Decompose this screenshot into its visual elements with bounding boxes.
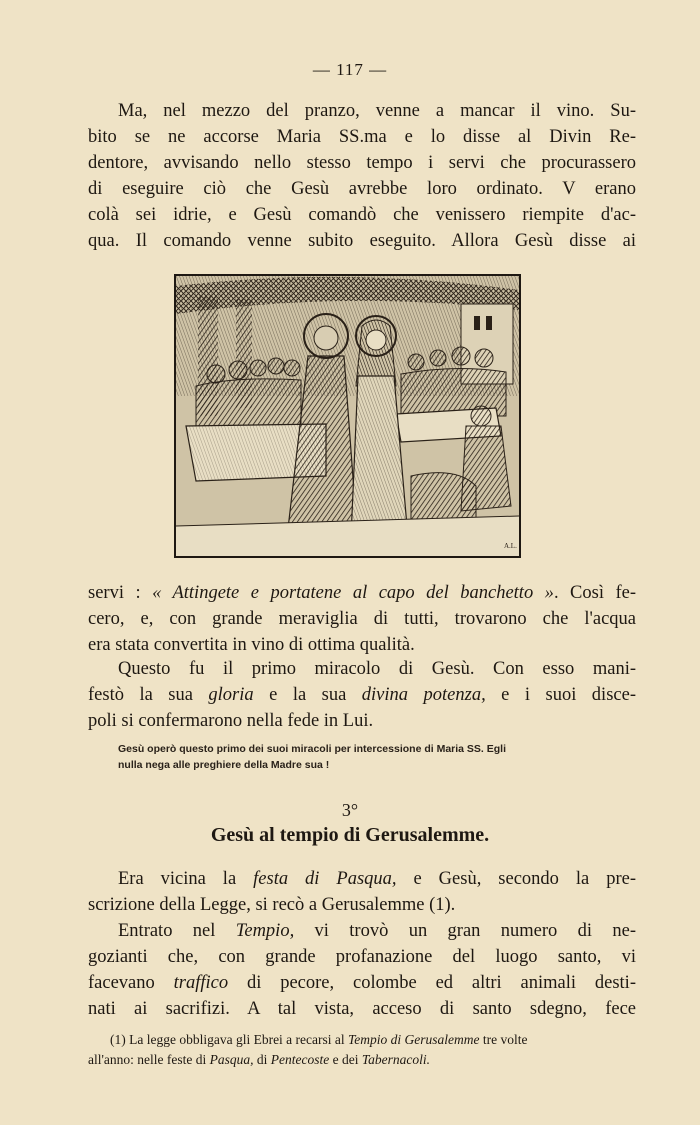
illustration-caption: Gesù operò questo primo dei suoi miracoli per intercessione di Maria SS. Egli nulla nega alle preghiere della Madre sua ! xyxy=(118,743,507,771)
paragraph-first-miracle xyxy=(88,656,636,734)
paragraph-wedding-wine xyxy=(88,98,636,254)
paragraph-passover xyxy=(88,866,636,918)
text-line: nati ai sacrifizi. A tal vista, acceso di santo sdegno, fece xyxy=(88,999,636,1019)
text-line: era stata convertita in vino di ottima qualità. xyxy=(88,635,415,655)
text-line: scrizione della Legge, si recò a Gerusalemme (1). xyxy=(88,895,456,915)
paragraph-miracle xyxy=(88,580,636,658)
text-line: colà sei idrie, e Gesù comandò che venissero riempite d'ac- xyxy=(88,205,636,225)
text-line: Era vicina la festa di Pasqua, e Gesù, secondo la pre- xyxy=(118,869,636,889)
text-line: Questo fu il primo miracolo di Gesù. Con esso mani- xyxy=(118,659,636,679)
section-number: 3° xyxy=(341,800,359,820)
text-line: cero, e, con grande meraviglia di tutti, trovarono che l'acqua xyxy=(88,609,636,629)
text-line: Ma, nel mezzo del pranzo, venne a mancar il vino. Su- xyxy=(118,101,636,121)
text-line: festò la sua gloria e la sua divina potenza, e i suoi disce- xyxy=(88,685,636,705)
page-number: — 117 — xyxy=(312,60,388,79)
paragraph-temple xyxy=(88,918,636,1022)
section-title: Gesù al tempio di Gerusalemme. xyxy=(210,824,490,846)
footnote-line: all'anno: nelle feste di Pasqua, di Pentecoste e dei Tabernacoli. xyxy=(88,1052,431,1067)
text-line: gozianti che, con grande profanazione del luogo santo, vi xyxy=(88,947,636,967)
text-line: servi : « Attingete e portatene al capo del banchetto ». Così fe- xyxy=(88,583,636,603)
text-line: dentore, avvisando nello stesso tempo i servi che procurassero xyxy=(88,153,636,173)
text-line: Entrato nel Tempio, vi trovò un gran numero di ne- xyxy=(118,921,636,941)
engraving-signature: A.L. xyxy=(504,542,517,550)
footnote xyxy=(88,1030,636,1070)
text-line: di eseguire ciò che Gesù avrebbe loro ordinato. V erano xyxy=(88,179,636,199)
text-line: poli si confermarono nella fede in Lui. xyxy=(88,711,374,731)
engraving-wedding-at-cana xyxy=(174,274,521,558)
text-line: bito se ne accorse Maria SS.ma e lo disse al Divin Re- xyxy=(88,127,636,147)
footnote-line: (1) La legge obbligava gli Ebrei a recarsi al Tempio di Gerusalemme tre volte xyxy=(110,1032,528,1047)
text-line: facevano traffico di pecore, colombe ed altri animali desti- xyxy=(88,973,636,993)
text-line: qua. Il comando venne subito eseguito. Allora Gesù disse ai xyxy=(88,231,636,251)
quote-italic: « Attingete e portatene al capo del banchetto » xyxy=(152,583,554,603)
